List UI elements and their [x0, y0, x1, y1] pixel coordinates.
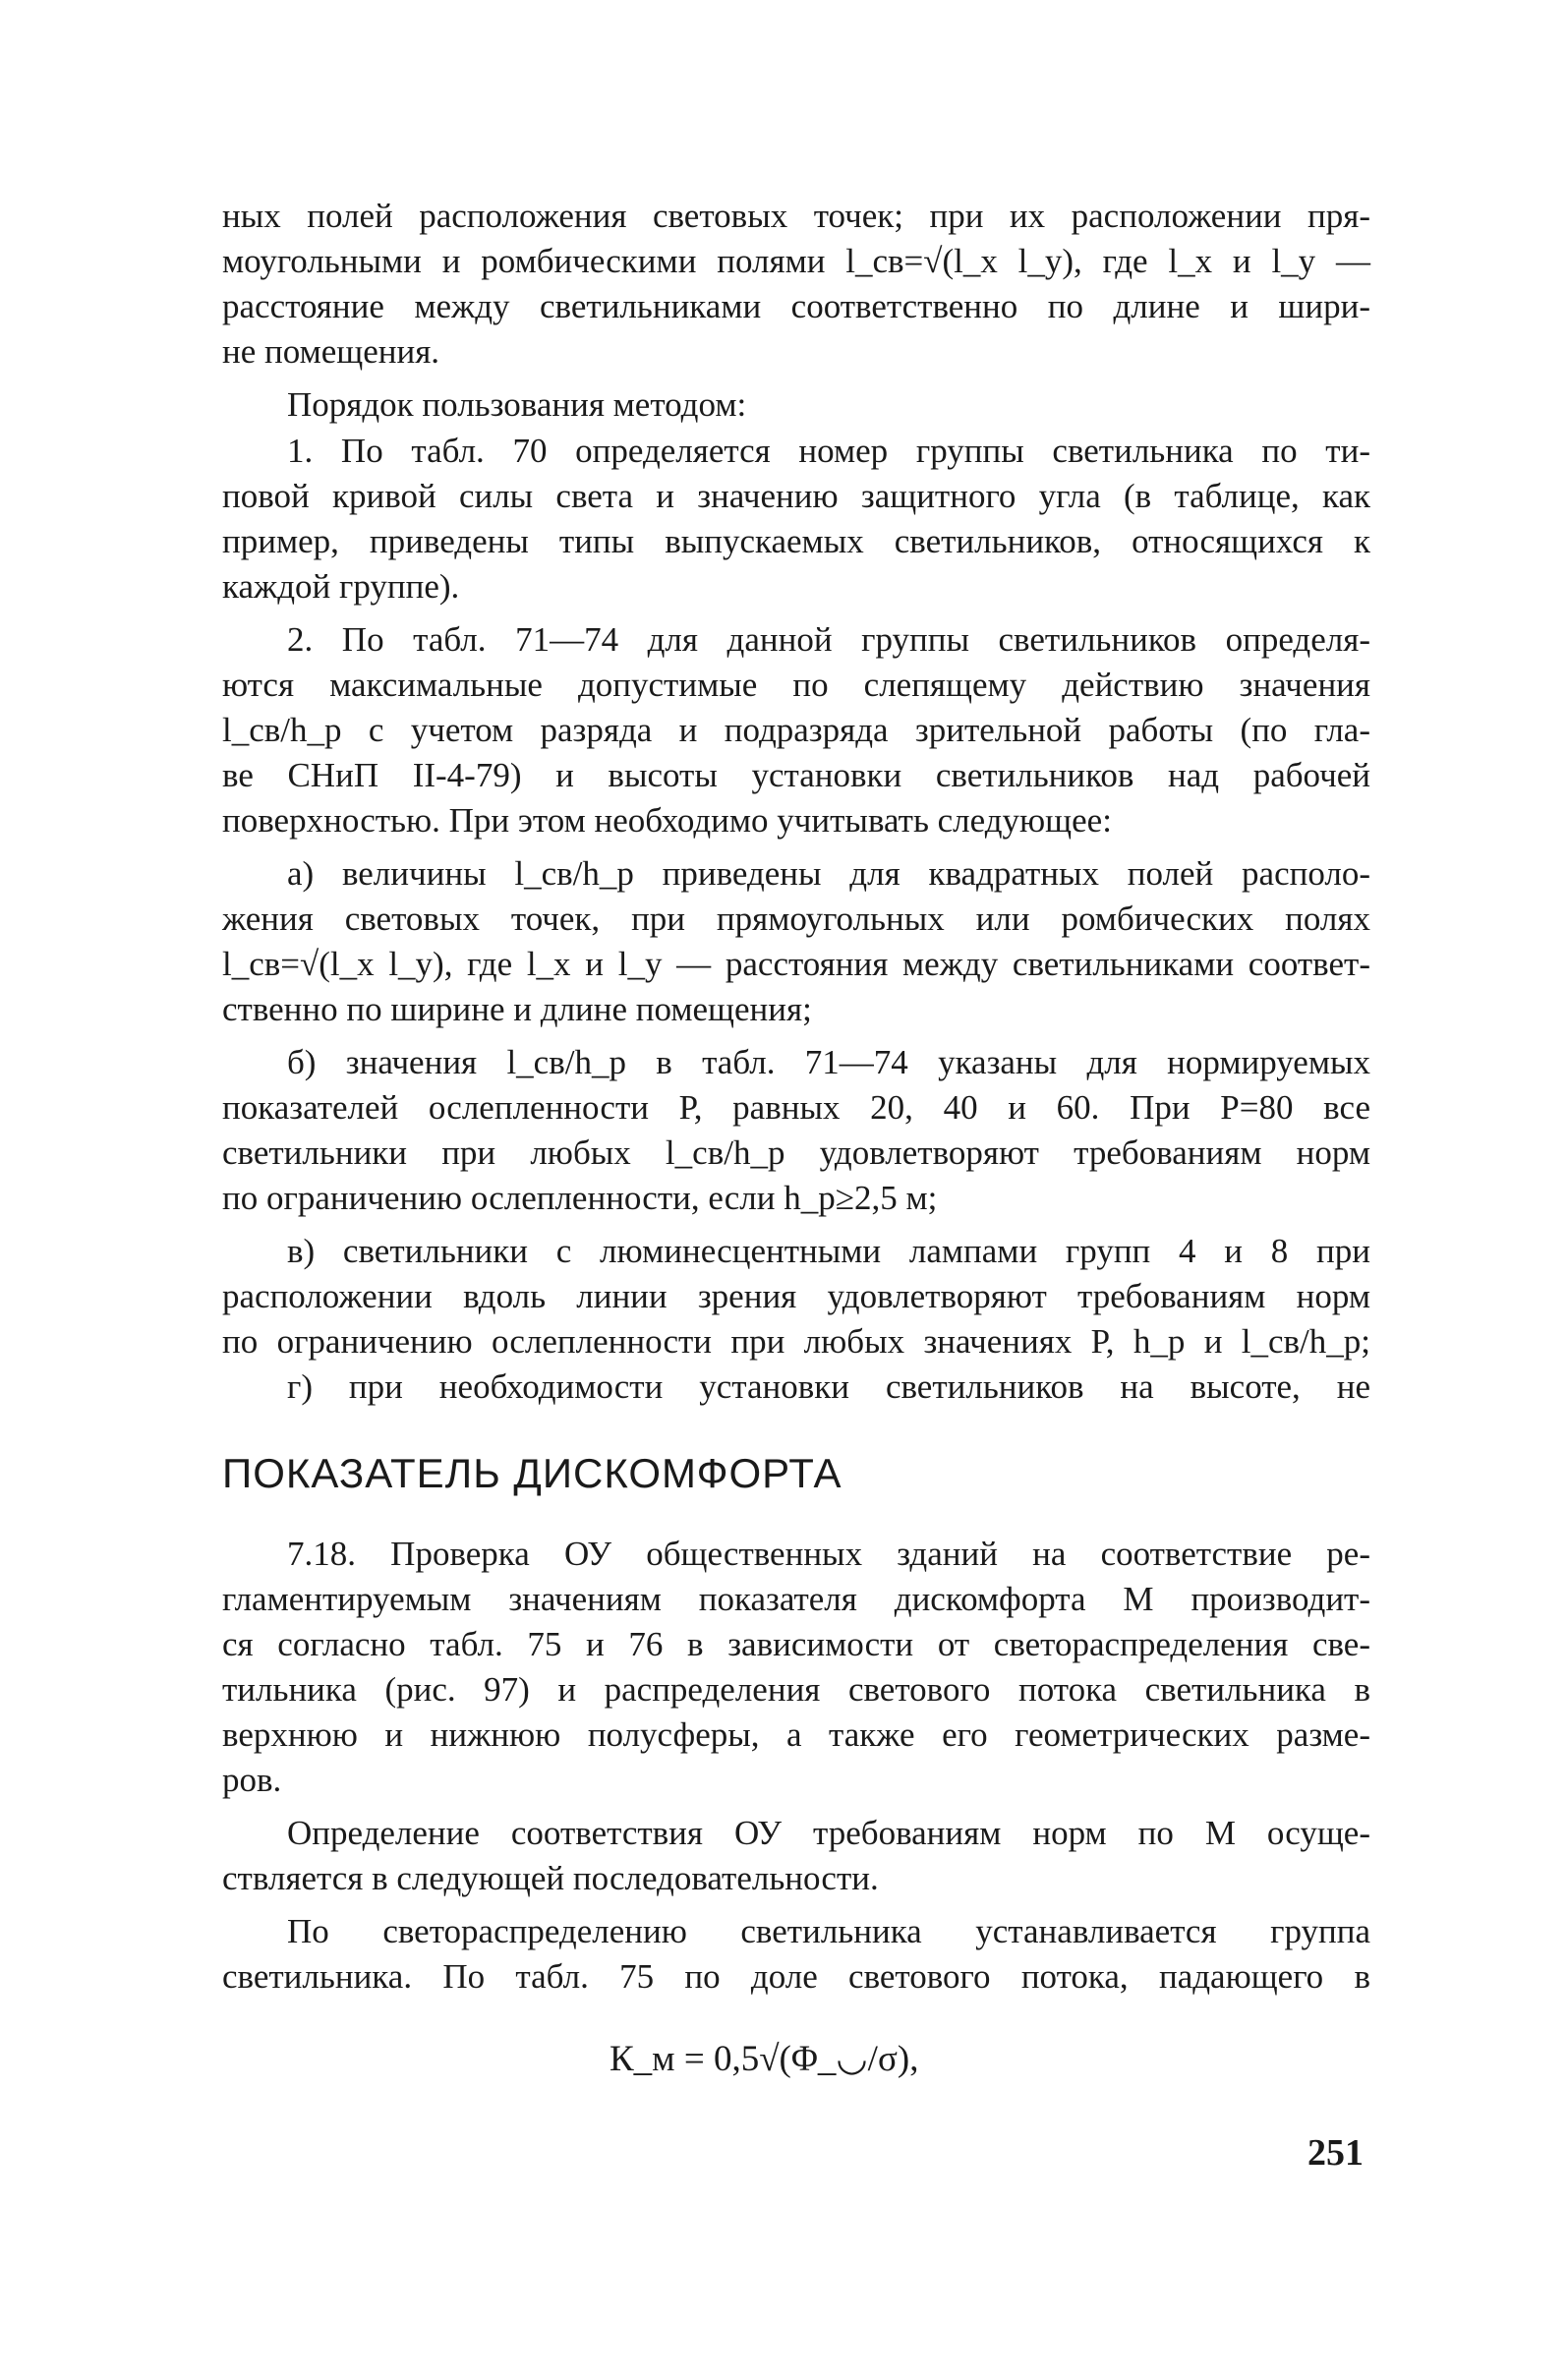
section-heading: ПОКАЗАТЕЛЬ ДИСКОМФОРТА: [222, 1450, 842, 1496]
text-line: ствляется в следующей последовательности.: [222, 1859, 879, 1897]
text-line: 7.18. Проверка ОУ общественных зданий на соответствие ре-: [287, 1535, 1370, 1573]
text-line: ров.: [222, 1761, 282, 1799]
text-line: светильники при любых l_св/h_р удовлетворяют требованиям норм: [222, 1133, 1370, 1172]
text-line: по ограничению ослепленности при любых значениях Р, h_р и l_св/h_р;: [222, 1322, 1370, 1361]
text-line: гламентируемым значениям показателя дискомфорта М производит-: [222, 1580, 1370, 1618]
text-line: моугольными и ромбическими полями l_св=√(l_x l_y), где l_x и l_y —: [222, 242, 1370, 280]
text-line: Порядок пользования методом:: [287, 385, 747, 424]
text-line: по ограничению ослепленности, если h_р≥2,5 м;: [222, 1179, 938, 1217]
text-line: жения световых точек, при прямоугольных или ромбических полях: [222, 900, 1370, 938]
text-line: l_св/h_р с учетом разряда и подразряда зрительной работы (по гла-: [222, 711, 1370, 749]
text-line: поверхностью. При этом необходимо учитывать следующее:: [222, 801, 1112, 840]
formula: К_м = 0,5√(Φ_◡/σ),: [610, 2039, 919, 2079]
text-line: Определение соответствия ОУ требованиям норм по М осуще-: [287, 1814, 1370, 1852]
text-line: l_св=√(l_x l_y), где l_x и l_y — расстояния между светильниками соответ-: [222, 945, 1370, 983]
text-line: верхнюю и нижнюю полусферы, а также его геометрических разме-: [222, 1715, 1370, 1754]
text-line: ются максимальные допустимые по слепящему действию значения: [222, 666, 1370, 704]
text-line: не помещения.: [222, 332, 440, 371]
text-line: расстояние между светильниками соответственно по длине и шири-: [222, 287, 1370, 325]
text-line: ве СНиП II-4-79) и высоты установки светильников над рабочей: [222, 756, 1370, 794]
page-number: 251: [1307, 2132, 1364, 2174]
text-line: ственно по ширине и длине помещения;: [222, 990, 812, 1028]
text-line: расположении вдоль линии зрения удовлетворяют требованиям норм: [222, 1277, 1370, 1315]
text-line: тильника (рис. 97) и распределения светового потока светильника в: [222, 1670, 1370, 1709]
text-line: показателей ослепленности Р, равных 20, 40 и 60. При Р=80 все: [222, 1088, 1370, 1127]
text-line: в) светильники с люминесцентными лампами групп 4 и 8 при: [287, 1232, 1370, 1270]
text-line: повой кривой силы света и значению защитного угла (в таблице, как: [222, 477, 1370, 515]
text-line: ных полей расположения световых точек; при их расположении пря-: [222, 197, 1370, 235]
text-line: каждой группе).: [222, 567, 460, 606]
text-line: По светораспределению светильника устанавливается группа: [287, 1912, 1370, 1950]
text-line: ся согласно табл. 75 и 76 в зависимости от светораспределения све-: [222, 1625, 1370, 1663]
text-line: 2. По табл. 71—74 для данной группы светильников определя-: [287, 620, 1370, 659]
text-line: а) величины l_св/h_р приведены для квадратных полей располо-: [287, 854, 1370, 893]
text-line: г) при необходимости установки светильников на высоте, не: [287, 1367, 1370, 1406]
text-line: 1. По табл. 70 определяется номер группы светильника по ти-: [287, 432, 1370, 470]
text-line: б) значения l_св/h_р в табл. 71—74 указаны для нормируемых: [287, 1043, 1370, 1081]
text-line: светильника. По табл. 75 по доле светового потока, падающего в: [222, 1957, 1370, 1996]
text-line: пример, приведены типы выпускаемых светильников, относящихся к: [222, 522, 1370, 560]
